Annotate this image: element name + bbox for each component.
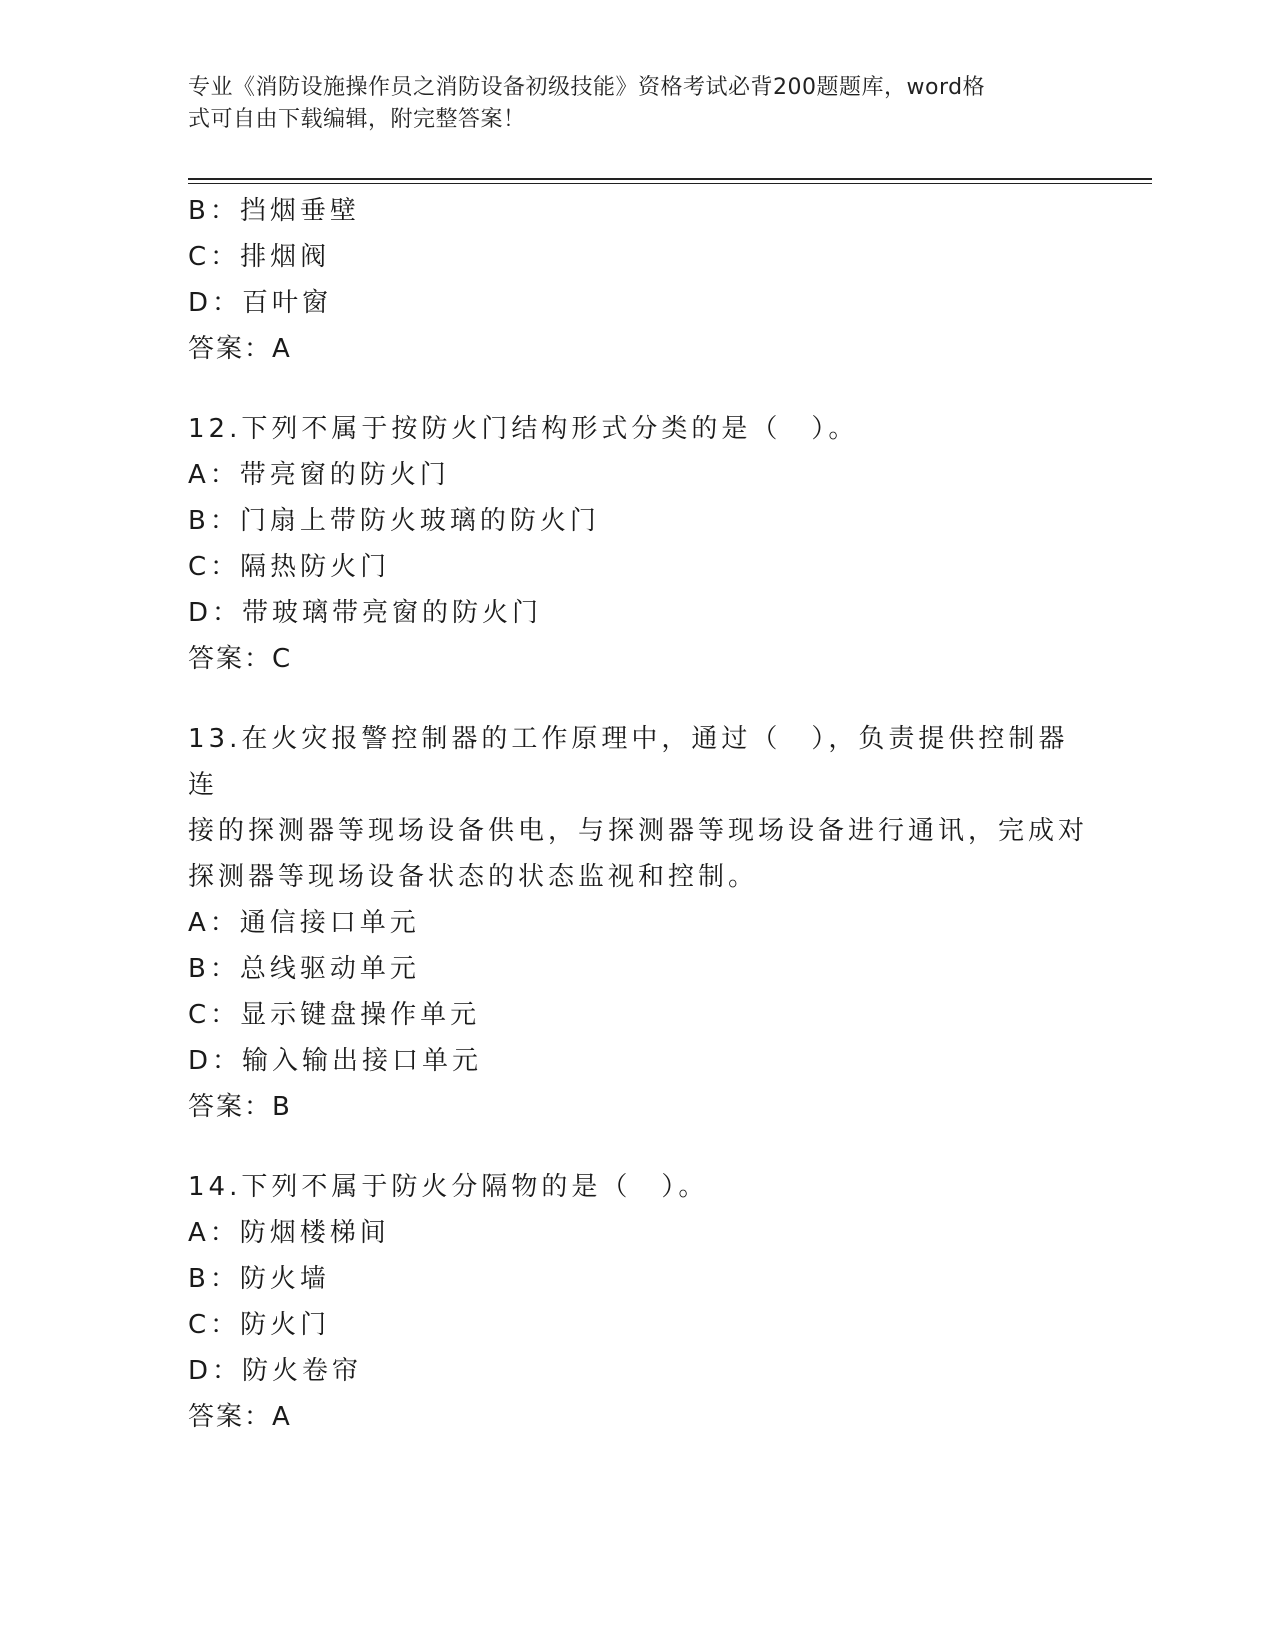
header-line-1: 专业《消防设施操作员之消防设备初级技能》资格考试必背200题题库，word格 — [188, 75, 986, 100]
header-divider-thick — [188, 178, 1152, 180]
answer: 答案：A — [188, 334, 292, 364]
question-list — [188, 188, 1088, 1440]
question-stem: 12.下列不属于按防火门结构形式分类的是（ ）。 — [188, 414, 859, 444]
option-a: A：防烟楼梯间 — [188, 1218, 390, 1248]
option-b: B：总线驱动单元 — [188, 954, 420, 984]
answer: 答案：B — [188, 1092, 292, 1122]
option-c: C：排烟阀 — [188, 242, 331, 272]
option-c: C：隔热防火门 — [188, 552, 391, 582]
option-c: C：防火门 — [188, 1310, 331, 1340]
header-divider-thin — [188, 183, 1152, 184]
option-a: A：通信接口单元 — [188, 908, 420, 938]
question-stem-line-2: 接的探测器等现场设备供电，与探测器等现场设备进行通讯，完成对 — [188, 816, 1089, 846]
header-line-2: 式可自由下载编辑，附完整答案！ — [188, 107, 526, 132]
question-stem-line-1: 13.在火灾报警控制器的工作原理中，通过（ ），负责提供控制器连 — [188, 724, 1069, 800]
question-13 — [188, 716, 1088, 1130]
option-d: D：带玻璃带亮窗的防火门 — [188, 598, 543, 628]
answer: 答案：A — [188, 1402, 292, 1432]
question-stem-line-3: 探测器等现场设备状态的状态监视和控制。 — [188, 862, 759, 892]
document-header — [188, 72, 1068, 136]
option-b: B：防火墙 — [188, 1264, 330, 1294]
option-b: B：挡烟垂壁 — [188, 196, 360, 226]
question-11-partial — [188, 188, 1088, 372]
option-d: D：百叶窗 — [188, 288, 333, 318]
question-stem: 14.下列不属于防火分隔物的是（ ）。 — [188, 1172, 709, 1202]
question-14 — [188, 1164, 1088, 1440]
question-12 — [188, 406, 1088, 682]
option-b: B：门扇上带防火玻璃的防火门 — [188, 506, 600, 536]
option-c: C：显示键盘操作单元 — [188, 1000, 481, 1030]
answer: 答案：C — [188, 644, 293, 674]
option-a: A：带亮窗的防火门 — [188, 460, 450, 490]
option-d: D：防火卷帘 — [188, 1356, 363, 1386]
option-d: D：输入输出接口单元 — [188, 1046, 483, 1076]
